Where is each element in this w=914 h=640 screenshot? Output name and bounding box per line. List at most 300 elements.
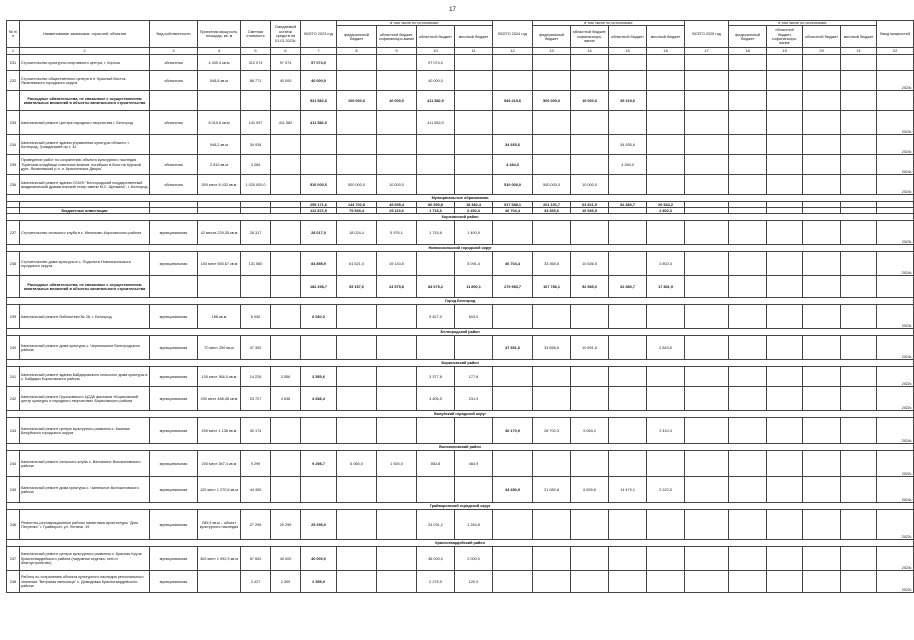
table-cell: муниципальная — [150, 451, 198, 477]
table-cell — [767, 418, 803, 444]
table-cell — [841, 252, 877, 276]
table-cell — [647, 111, 685, 135]
col-header: федеральный бюджет — [337, 26, 377, 48]
table-cell: областная — [150, 155, 198, 175]
table-cell — [271, 135, 301, 155]
table-cell: 2023г. — [877, 221, 914, 245]
table-cell — [803, 175, 841, 195]
table-cell: 100 мест 366,0 кв.м — [198, 367, 241, 387]
table-cell — [803, 276, 841, 298]
table-cell — [533, 547, 571, 571]
table-cell — [767, 91, 803, 111]
table-cell — [877, 91, 914, 111]
table-cell — [337, 418, 377, 444]
table-cell: 65 157,6 — [337, 276, 377, 298]
table-cell: Капитальный ремонт здания ОГАУК "Белгородский государственный академический драматический театр имени М.С. Щепкина", г. Белгород — [20, 175, 150, 195]
table-cell: муниципальная — [150, 367, 198, 387]
table-cell — [337, 155, 377, 175]
table-cell: 295 171,6 — [301, 202, 337, 208]
col-header: федеральный бюджет — [533, 26, 571, 48]
table-cell — [271, 276, 301, 298]
table-cell — [841, 451, 877, 477]
table-cell: Строительство дома культуры в с. Подольхи Новооскольского городского округа — [20, 252, 150, 276]
column-number: 12 — [493, 48, 533, 55]
table-cell — [533, 305, 571, 329]
table-cell: 500 000,0 — [533, 175, 571, 195]
table-cell — [571, 135, 609, 155]
table-cell — [533, 135, 571, 155]
table-cell: 100 мест 555,67 кв.м — [198, 252, 241, 276]
table-cell — [271, 221, 301, 245]
table-cell: 237 — [7, 221, 20, 245]
table-cell: 97 074 — [271, 55, 301, 71]
table-cell — [841, 111, 877, 135]
table-cell — [377, 510, 417, 540]
table-cell: 44 450 — [241, 477, 271, 503]
table-cell: Капитальный ремонт сельского клуба с. Ватчинино Волоконовского района — [20, 451, 150, 477]
table-cell — [337, 305, 377, 329]
table-cell — [767, 336, 803, 360]
table-cell — [271, 336, 301, 360]
table-cell — [337, 336, 377, 360]
table-cell — [767, 135, 803, 155]
table-cell: Ремонтно-реставрационные работы памятника архитектуры "Дом Петренко" г. Грайворон, ул. Ленина, 19 — [20, 510, 150, 540]
table-cell: 500 000,0 — [533, 91, 571, 111]
table-cell: 411 582 — [271, 111, 301, 135]
table-cell — [647, 571, 685, 593]
table-cell: 231,9 — [455, 387, 493, 411]
table-cell — [493, 111, 533, 135]
table-cell: 19 143,5 — [377, 252, 417, 276]
table-cell — [841, 155, 877, 175]
table-cell — [241, 276, 271, 298]
table-cell — [337, 510, 377, 540]
table-cell: 25 296 — [271, 510, 301, 540]
table-cell — [729, 221, 767, 245]
table-cell: 141 937 — [241, 111, 271, 135]
table-cell — [841, 387, 877, 411]
table-cell: 112 872,9 — [301, 208, 337, 214]
subtotal-row — [7, 276, 914, 298]
table-cell — [609, 367, 647, 387]
table-cell: 70 мест 250 кв.м — [198, 336, 241, 360]
table-cell: 236 — [7, 175, 20, 195]
table-cell: 28 700,3 — [533, 418, 571, 444]
table-cell: 47 391,6 — [493, 336, 533, 360]
table-cell: 245 — [7, 477, 20, 503]
table-cell: 23 727 — [241, 387, 271, 411]
group-header: в том числе по источникам: — [337, 21, 493, 26]
table-cell — [571, 55, 609, 71]
table-cell — [455, 155, 493, 175]
table-cell — [841, 175, 877, 195]
table-cell: 411 582,0 — [301, 111, 337, 135]
table-cell: 44 450,9 — [493, 477, 533, 503]
table-cell: 42 места 229,35 кв.м — [198, 221, 241, 245]
column-number: 7 — [301, 48, 337, 55]
table-cell: муниципальная — [150, 387, 198, 411]
table-cell — [729, 510, 767, 540]
table-cell: 84 675,2 — [417, 276, 455, 298]
table-cell: 1 925,0 — [377, 451, 417, 477]
table-cell: областная — [150, 175, 198, 195]
table-cell: 79 545,4 — [337, 208, 377, 214]
table-cell: 280,9 кв.м – объект культурного наследия — [198, 510, 241, 540]
table-cell — [841, 477, 877, 503]
table-cell: 242 — [7, 387, 20, 411]
table-cell — [455, 55, 493, 71]
table-cell: 177,8 — [455, 367, 493, 387]
table-cell: 247 — [7, 547, 20, 571]
table-cell — [571, 547, 609, 571]
table-cell — [337, 367, 377, 387]
table-cell: 6 019,6 кв.м — [198, 111, 241, 135]
col-header: ВСЕГО 2024 год — [493, 21, 533, 48]
table-cell: 40 000 — [271, 547, 301, 571]
table-cell — [271, 305, 301, 329]
table-cell — [455, 91, 493, 111]
table-cell: 18 024,4 — [337, 221, 377, 245]
table-cell — [685, 510, 729, 540]
column-number: 8 — [337, 48, 377, 55]
table-cell: 201 151,7 — [533, 202, 571, 208]
table-cell: 2024г. — [877, 135, 914, 155]
table-cell: 2 802,3 — [647, 208, 685, 214]
table-cell — [493, 547, 533, 571]
table-cell — [571, 305, 609, 329]
table-cell: 500 мест 8 432 кв.м — [198, 175, 241, 195]
table-cell: муниципальная — [150, 477, 198, 503]
section-row — [7, 195, 914, 202]
table-cell — [685, 91, 729, 111]
table-cell — [493, 510, 533, 540]
table-cell — [455, 175, 493, 195]
table-cell — [803, 155, 841, 175]
table-row — [7, 367, 914, 387]
table-cell: 200 мест 1 136 кв.м — [198, 418, 241, 444]
table-cell: Проведение работ по сохранению объекта культурного наследия "Братская кладбище советских воинов, погибших в боях на Курской дуге, Яковлевский р-н, п. Красненское Дворы" — [20, 155, 150, 175]
table-cell — [767, 387, 803, 411]
table-cell — [803, 387, 841, 411]
section-title: Валуйский городской округ — [7, 411, 914, 418]
table-cell — [377, 418, 417, 444]
table-cell — [803, 55, 841, 71]
table-cell — [571, 155, 609, 175]
section-title: Белгородский район — [7, 329, 914, 336]
table-cell — [417, 135, 455, 155]
table-cell: 9 299 — [241, 451, 271, 477]
table-cell — [767, 276, 803, 298]
col-header: Ожидаемый остаток средств на 01.01.2023г. — [271, 21, 301, 48]
table-cell: 239 — [7, 305, 20, 329]
table-cell — [803, 221, 841, 245]
table-cell — [571, 510, 609, 540]
table-cell: 464,9 — [455, 451, 493, 477]
section-title: Муниципальные образования — [7, 195, 914, 202]
table-cell — [729, 91, 767, 111]
table-cell: муниципальная — [150, 221, 198, 245]
table-cell: 2023г. — [877, 547, 914, 571]
table-row — [7, 175, 914, 195]
table-cell — [803, 547, 841, 571]
table-cell — [685, 252, 729, 276]
table-cell — [377, 55, 417, 71]
table-cell — [271, 155, 301, 175]
table-cell: 21 080,8 — [533, 477, 571, 503]
table-cell: 200 мест 347,4 кв.м — [198, 451, 241, 477]
table-cell: 246 — [7, 510, 20, 540]
col-header: Ввод мощностей — [877, 21, 914, 48]
table-cell: Капитальный ремонт здания управления культуры области, г. Белгород, Гражданский пр-т, 41 — [20, 135, 150, 155]
table-cell: 63 521,9 — [571, 202, 609, 208]
table-cell: 510 000,0 — [493, 175, 533, 195]
table-cell: Капитальный ремонт Центра народного творчества г. Белгород — [20, 111, 150, 135]
table-cell: 232 — [7, 71, 20, 91]
column-number: 10 — [417, 48, 455, 55]
table-cell: 3 556 — [271, 367, 301, 387]
table-cell: областная — [150, 55, 198, 71]
table-cell — [493, 55, 533, 71]
table-cell — [377, 571, 417, 593]
section-row — [7, 411, 914, 418]
table-cell: Работы по сохранению объекта культурного наследия регионального значения "Ветряная мельница" с. Демидовка Красногвардейского района — [20, 571, 150, 593]
table-cell — [377, 305, 417, 329]
table-cell: Расходные обязательства, не связанные с осуществлением капитальных вложений в объекты капитального строительства — [20, 276, 150, 298]
table-cell: 40 000,0 — [417, 71, 455, 91]
table-cell: 131 580 — [241, 252, 271, 276]
table-row — [7, 111, 914, 135]
table-cell: 6 659,8 — [571, 477, 609, 503]
column-number: 17 — [685, 48, 729, 55]
table-cell: 510 000,0 — [301, 175, 337, 195]
section-row — [7, 245, 914, 252]
table-cell — [493, 305, 533, 329]
table-cell: муниципальная — [150, 418, 198, 444]
table-cell — [647, 547, 685, 571]
table-cell — [271, 91, 301, 111]
table-cell: 603,0 — [455, 305, 493, 329]
table-cell: 24 575,8 — [377, 276, 417, 298]
table-cell — [533, 571, 571, 593]
table-cell — [647, 175, 685, 195]
table-cell: Капитальный ремонт Грузсковского ЦСДК филиала «Борисовский центр культуры и народного творчества» Борисовского района — [20, 387, 150, 411]
table-cell — [767, 252, 803, 276]
table-row — [7, 305, 914, 329]
table-cell: 2 410,4 — [647, 418, 685, 444]
table-cell: 241 — [7, 367, 20, 387]
table-cell: 97 074,0 — [417, 55, 455, 71]
table-cell: 1 715,6 — [417, 221, 455, 245]
table-cell — [198, 571, 241, 593]
table-cell: 10 000,0 — [571, 91, 609, 111]
table-cell — [685, 336, 729, 360]
table-cell — [841, 418, 877, 444]
table-cell: Капитальный ремонт центра культурного развития с. Казинка Валуйского городского округа — [20, 418, 150, 444]
table-cell — [198, 276, 241, 298]
table-cell — [377, 547, 417, 571]
table-cell — [803, 305, 841, 329]
table-cell: муниципальная — [150, 305, 198, 329]
table-cell — [493, 367, 533, 387]
table-cell: Строительство культурно-спортивного центра, г. Короча — [20, 55, 150, 71]
table-cell: 6 492,3 — [455, 208, 493, 214]
table-cell: 40 000,0 — [301, 71, 337, 91]
table-cell: 34 936 — [241, 135, 271, 155]
table-cell: 5 976,1 — [377, 221, 417, 245]
table-cell — [493, 71, 533, 91]
table-cell — [729, 336, 767, 360]
table-cell — [803, 477, 841, 503]
section-title: Новооскольский городской округ — [7, 245, 914, 252]
table-cell: 3 555,6 — [301, 367, 337, 387]
table-cell — [533, 451, 571, 477]
table-cell — [877, 55, 914, 71]
table-cell: 2022г. — [877, 510, 914, 540]
section-row — [7, 540, 914, 547]
section-row — [7, 329, 914, 336]
table-cell — [455, 418, 493, 444]
table-cell — [271, 418, 301, 444]
table-cell — [271, 252, 301, 276]
table-cell — [609, 221, 647, 245]
table-cell: 200 мест 488,48 кв.м — [198, 387, 241, 411]
table-cell: 2023г. — [877, 111, 914, 135]
table-cell: Капитальный ремонт библиотеки № 26, г. Белгород — [20, 305, 150, 329]
table-row — [7, 510, 914, 540]
table-cell: 10 536,5 — [571, 252, 609, 276]
table-cell — [729, 547, 767, 571]
budget-table — [6, 20, 914, 593]
table-cell: 120 мест 1 270,6 кв.м — [198, 477, 241, 503]
table-cell — [337, 477, 377, 503]
table-cell — [729, 135, 767, 155]
table-cell — [729, 387, 767, 411]
column-number: 2 — [20, 48, 150, 55]
table-cell: 1 715,6 — [417, 208, 455, 214]
table-cell — [729, 477, 767, 503]
table-cell — [571, 571, 609, 593]
table-cell — [377, 135, 417, 155]
table-cell — [337, 135, 377, 155]
table-cell: 243 — [7, 418, 20, 444]
table-cell: 61 521,0 — [337, 252, 377, 276]
table-cell: 248 — [7, 571, 20, 593]
table-cell: 2 222,5 — [647, 477, 685, 503]
table-cell: 33 656,6 — [533, 336, 571, 360]
col-header: Наименование заказчиков, отраслей, объектов — [20, 21, 150, 48]
column-number: 16 — [647, 48, 685, 55]
table-cell — [767, 510, 803, 540]
table-cell — [685, 451, 729, 477]
table-cell: 411 582,0 — [417, 111, 455, 135]
table-cell: 548,8 кв.м — [198, 71, 241, 91]
table-cell — [337, 387, 377, 411]
table-cell: 2024г. — [877, 155, 914, 175]
table-cell: 234 — [7, 135, 20, 155]
table-cell: 33 365,6 — [533, 208, 571, 214]
table-cell: 2024г. — [877, 477, 914, 503]
table-cell: 4 400,4 кв.м — [198, 55, 241, 71]
table-cell — [767, 305, 803, 329]
column-number: 14 — [571, 48, 609, 55]
table-cell — [609, 387, 647, 411]
column-number: 3 — [150, 48, 198, 55]
table-cell — [803, 135, 841, 155]
table-cell: 32 380,7 — [609, 276, 647, 298]
table-cell: 5 091,4 — [455, 252, 493, 276]
table-cell — [271, 477, 301, 503]
col-header: ВСЕГО 2025 год — [685, 21, 729, 48]
table-cell — [417, 477, 455, 503]
table-row — [7, 336, 914, 360]
table-cell — [455, 71, 493, 91]
table-cell — [767, 175, 803, 195]
table-cell: 500 000,0 — [337, 175, 377, 195]
column-number: 20 — [803, 48, 841, 55]
col-header: областной бюджет, софинансиро-вание — [377, 26, 417, 48]
table-cell — [685, 221, 729, 245]
table-cell: 34 935,6 — [609, 135, 647, 155]
table-cell: 2 427 — [241, 571, 271, 593]
table-cell: 24 031,2 — [417, 510, 455, 540]
table-cell — [841, 55, 877, 71]
table-cell — [803, 451, 841, 477]
table-cell: Строительство сельского клуба в с. Мелихово Корочанского района — [20, 221, 150, 245]
table-cell — [841, 91, 877, 111]
table-cell — [729, 175, 767, 195]
table-cell: 167 786,1 — [533, 276, 571, 298]
table-row — [7, 71, 914, 91]
table-cell: 10 891,5 — [571, 336, 609, 360]
table-cell: 100 000,0 — [337, 91, 377, 111]
table-cell — [877, 276, 914, 298]
group-header: в том числе по источникам: — [729, 21, 877, 26]
page-number: 17 — [449, 7, 456, 13]
table-cell — [609, 111, 647, 135]
table-cell — [609, 71, 647, 91]
table-cell — [729, 571, 767, 593]
table-cell — [241, 91, 271, 111]
table-cell: 14 479,1 — [609, 477, 647, 503]
table-cell: 2023г. — [877, 71, 914, 91]
col-header: местный бюджет — [841, 26, 877, 48]
table-cell: 9 063,2 — [571, 418, 609, 444]
table-cell — [803, 418, 841, 444]
table-cell: 1 264,8 — [455, 510, 493, 540]
table-cell: 3 377,8 — [417, 367, 455, 387]
table-cell — [533, 221, 571, 245]
table-cell — [729, 451, 767, 477]
col-header: Сметная стоимость — [241, 21, 271, 48]
table-cell — [729, 111, 767, 135]
table-cell — [493, 571, 533, 593]
table-cell: 10 000,0 — [571, 175, 609, 195]
table-cell — [301, 477, 337, 503]
table-cell: 6 030 — [241, 305, 271, 329]
table-cell — [609, 510, 647, 540]
table-cell: 2022г. — [877, 367, 914, 387]
table-cell — [685, 367, 729, 387]
table-cell: 97 074,0 — [301, 55, 337, 71]
table-cell: Капитальный ремонт здания Байдаровского сельского дома культуры в с. Байдары Борисовского района — [20, 367, 150, 387]
table-cell — [301, 155, 337, 175]
table-cell — [150, 135, 198, 155]
table-cell — [685, 71, 729, 91]
table-cell: 517 688,1 — [493, 202, 533, 208]
table-cell: 38 000,0 — [417, 547, 455, 571]
table-cell: 2024г. — [877, 418, 914, 444]
table-cell — [685, 276, 729, 298]
